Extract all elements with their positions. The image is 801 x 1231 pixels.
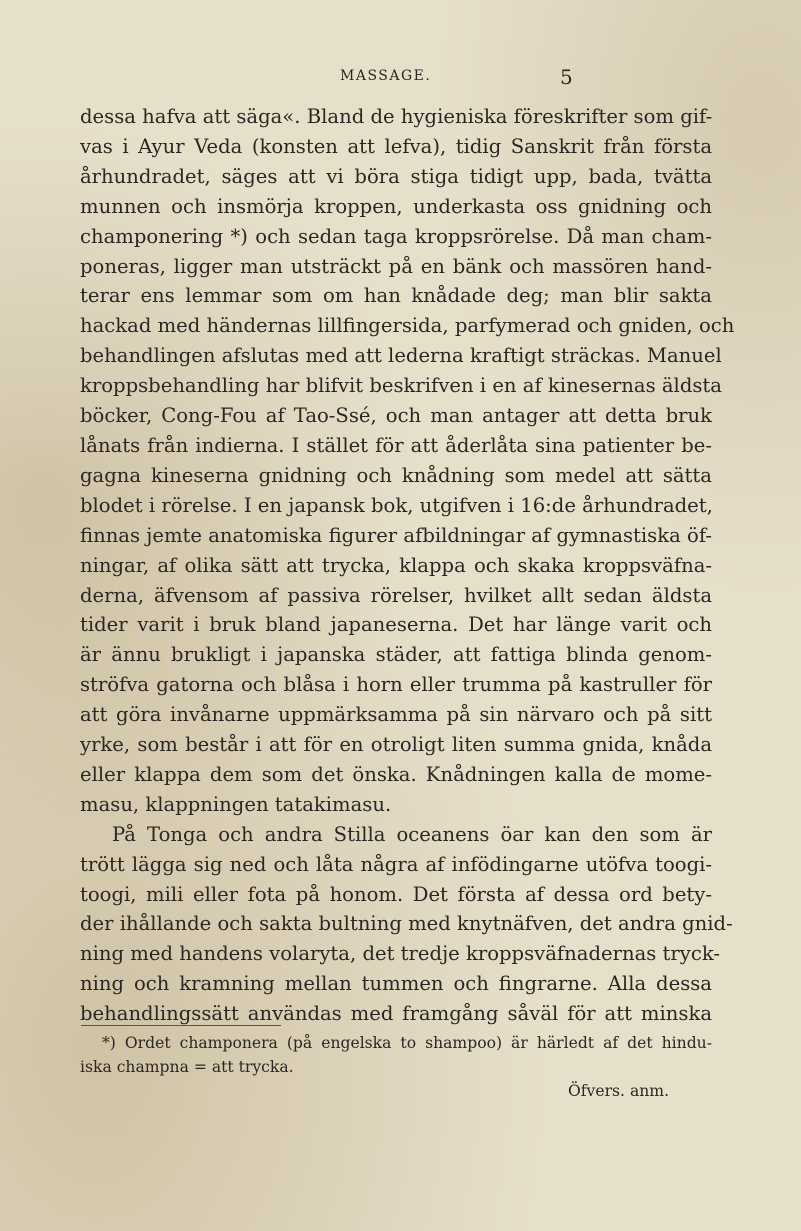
body-text xyxy=(80,102,735,1029)
text-line: ningar, af olika sätt att trycka, klappa och skaka kroppsväfna- xyxy=(80,553,712,577)
text-line: eller klappa dem som det önska. Knådningen kalla de mome- xyxy=(80,762,712,786)
text-line: ning och kramning mellan tummen och fingrarne. Alla dessa xyxy=(80,972,712,996)
page-header xyxy=(0,65,801,92)
text-line: munnen och insmörja kroppen, underkasta oss gnidning och xyxy=(80,194,712,218)
text-line: ströfva gatorna och blåsa i horn eller trumma på kastruller för xyxy=(80,673,712,697)
text-line: är ännu brukligt i japanska städer, att fattiga blinda genom- xyxy=(80,643,712,667)
text-line: ning med handens volaryta, det tredje kroppsväfnadernas tryck- xyxy=(80,942,720,966)
text-line: lånats från indierna. I stället för att åderlåta sina patienter be- xyxy=(80,433,712,457)
text-line-paragraph-end: masu, klappningen tatakimasu. xyxy=(80,792,392,816)
text-line: dessa hafva att säga«. Bland de hygieniska föreskrifter som gif- xyxy=(80,105,713,128)
text-line: böcker, Cong-Fou af Tao-Ssé, och man antager att detta bruk xyxy=(80,404,712,428)
text-line: champonering *) och sedan taga kroppsrörelse. Då man cham- xyxy=(80,224,712,248)
text-line: behandlingssätt användas med framgång såväl för att minska xyxy=(80,1002,712,1026)
text-line: tider varit i bruk bland japaneserna. Det har länge varit och xyxy=(80,613,712,637)
text-line: blodet i rörelse. I en japansk bok, utgifven i 16:de århundradet, xyxy=(80,493,713,517)
footnote-signature: Öfvers. anm. xyxy=(568,1082,670,1100)
text-line: gagna kineserna gnidning och knådning som medel att sätta xyxy=(80,463,712,487)
text-line: kroppsbehandling har blifvit beskrifven i en af kinesernas äldsta xyxy=(80,374,722,398)
footnote-line: *) Ordet champonera (på engelska to shampoo) är härledt af det hindu- xyxy=(102,1034,712,1052)
text-line: terar ens lemmar som om han knådade deg; man blir sakta xyxy=(80,284,712,308)
text-line: finnas jemte anatomiska figurer afbildningar af gymnastiska öf- xyxy=(80,523,712,547)
running-title: MASSAGE. xyxy=(340,68,432,84)
text-line: vas i Ayur Veda (konsten att lefva), tidig Sanskrit från första xyxy=(80,134,712,158)
text-line: derna, äfvensom af passiva rörelser, hvilket allt sedan äldsta xyxy=(80,583,712,607)
footnote-line: iska champna = att trycka. xyxy=(80,1058,294,1076)
text-line: århundradet, säges att vi böra stiga tidigt upp, bada, tvätta xyxy=(80,164,712,188)
text-line-paragraph-start: På Tonga och andra Stilla oceanens öar kan den som är xyxy=(112,822,712,846)
page-number: 5 xyxy=(560,65,573,89)
text-line: poneras, ligger man utsträckt på en bänk och massören hand- xyxy=(80,254,712,278)
text-line: der ihållande och sakta bultning med knytnäfven, det andra gnid- xyxy=(80,912,733,936)
footnote-divider xyxy=(81,1025,281,1026)
text-line: yrke, som består i att för en otroligt liten summa gnida, knåda xyxy=(80,733,712,757)
text-line: trött lägga sig ned och låta några af infödingarne utöfva toogi- xyxy=(80,852,712,876)
text-line: hackad med händernas lillfingersida, parfymerad och gniden, och xyxy=(80,314,735,338)
footnote xyxy=(80,1031,712,1103)
text-line: att göra invånarne uppmärksamma på sin närvaro och på sitt xyxy=(80,703,712,727)
text-line: toogi, mili eller fota på honom. Det första af dessa ord bety- xyxy=(80,882,712,906)
text-line: behandlingen afslutas med att lederna kraftigt sträckas. Manuel xyxy=(80,344,722,368)
